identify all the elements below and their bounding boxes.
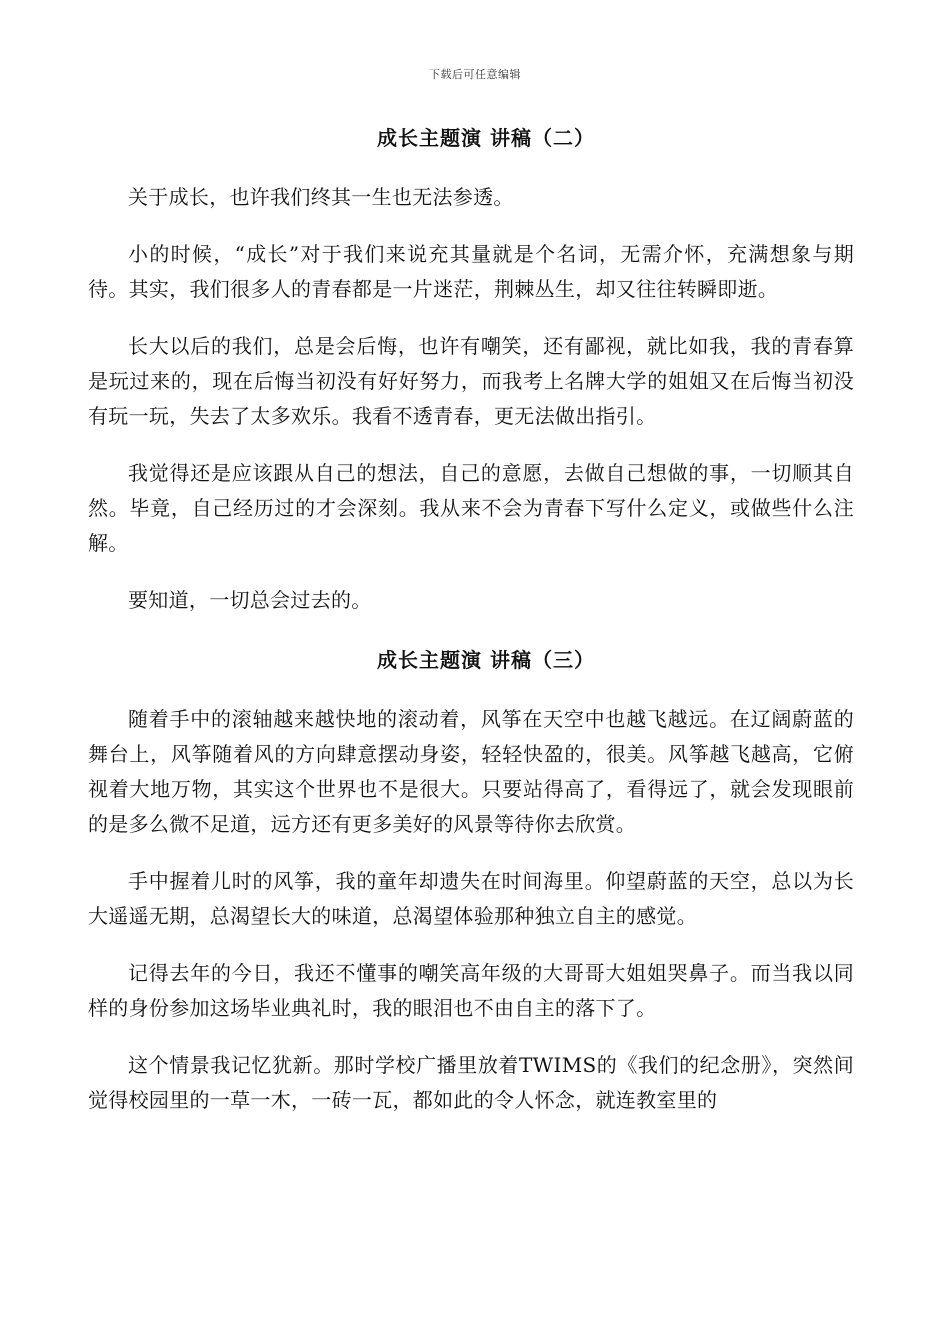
paragraph: 手中握着儿时的风筝，我的童年却遗失在时间海里。仰望蔚蓝的天空，总以为长大遥遥无期，总渴望长大的味道，总渴望体验那种独立自主的感觉。 [88,869,854,928]
paragraph: 记得去年的今日，我还不懂事的嘲笑高年级的大哥哥大姐姐哭鼻子。而当我以同样的身份参加这场毕业典礼时，我的眼泪也不由自主的落下了。 [88,961,854,1020]
paragraph: 随着手中的滚轴越来越快地的滚动着，风筝在天空中也越飞越远。在辽阔蔚蓝的舞台上，风筝随着风的方向肆意摆动身姿，轻轻快盈的，很美。风筝越飞越高，它俯视着大地万物，其实这个世界也不是很大。只要站得高了，看得远了，就会发现眼前的是多么微不足道，远方还有更多美好的风景等待你去欣赏。 [88,707,854,836]
document-body [88,118,854,1140]
paragraph: 这个情景我记忆犹新。那时学校广播里放着TWIMS的《我们的纪念册》，突然间觉得校园里的一草一木，一砖一瓦，都如此的令人怀念，就连教室里的 [88,1053,854,1112]
section-title-3: 成长主题演 讲稿（三） [377,648,595,672]
paragraph: 小的时候，“成长”对于我们来说充其量就是个名词，无需介怀，充满想象与期待。其实，我们很多人的青春都是一片迷茫，荆棘丛生，却又往往转瞬即逝。 [88,242,854,301]
paragraph: 关于成长，也许我们终其一生也无法参透。 [128,185,514,209]
paragraph: 我觉得还是应该跟从自己的想法，自己的意愿，去做自己想做的事，一切顺其自然。毕竟，自己经历过的才会深刻。我从来不会为青春下写什么定义，或做些什么注解。 [88,461,854,555]
paragraph: 要知道，一切总会过去的。 [128,588,372,612]
section-title-2: 成长主题演 讲稿（二） [377,126,595,150]
paragraph: 长大以后的我们，总是会后悔，也许有嘲笑，还有鄙视，就比如我，我的青春算是玩过来的，现在后悔当初没有好好努力，而我考上名牌大学的姐姐又在后悔当初没有玩一玩，失去了太多欢乐。我看不透青春，更无法做出指引。 [88,334,854,428]
header-note: 下载后可任意编辑 [429,68,521,81]
